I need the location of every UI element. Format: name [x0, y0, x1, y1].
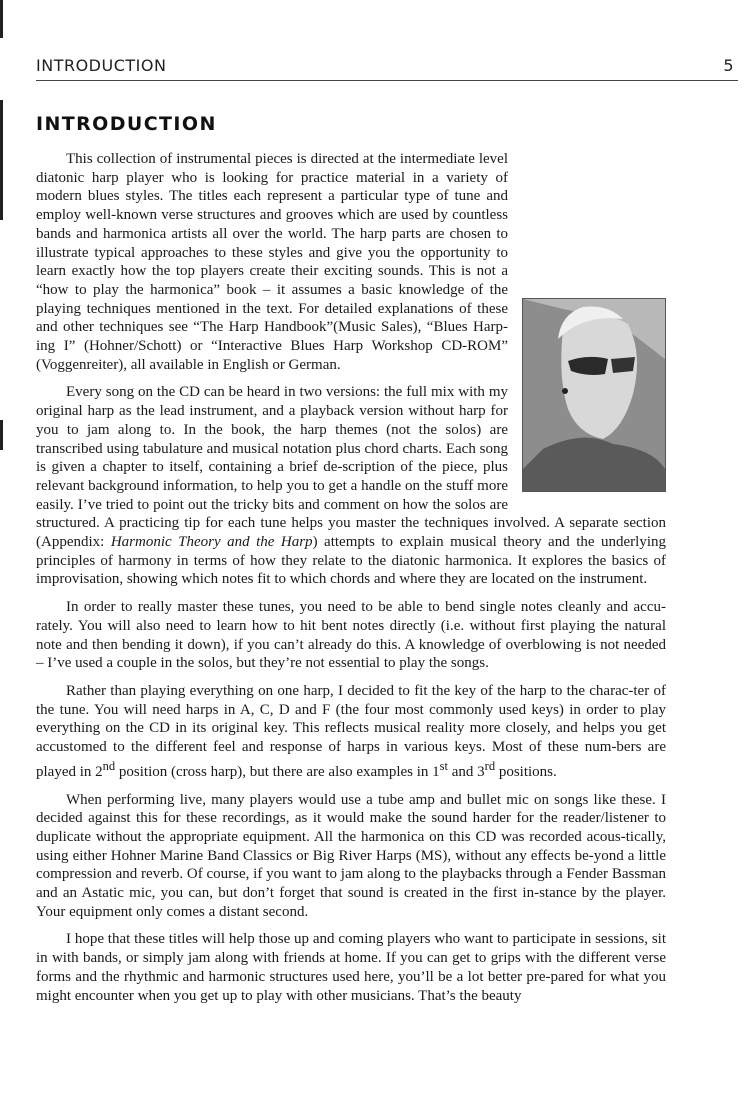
scan-edge-mark	[0, 100, 3, 220]
ordinal-suffix: st	[439, 758, 448, 773]
paragraph: I hope that these titles will help those up and coming players who want to participate in sessions, sit in with bands, or simply jam along with friends at home. If you can get to grips with the different verse forms and the rhythmic and harmonic structures used here, you’ll be a lot better pre-pared for what you might encounter when you get up to play with other musicians. That’s the beauty	[36, 931, 666, 1004]
author-photo	[522, 298, 666, 492]
paragraph: This collection of instrumental pieces is directed at the intermediate level diatonic harp player who is looking for practice material in a variety of modern blues styles. The titles each represent a particular type of tune and employ well-known verse structures and grooves which are used by countless bands and harmonica artists all over the world. The harp parts are chosen to illustrate typical approaches to these styles and give you the opportunity to learn exactly how the top players create their exciting sounds. This is not a “how to play the harmonica” book – it assumes a basic knowledge of the playing techniques mentioned in the text. For detailed explanations of these and other techniques see “The Harp Handbook”(Music Sales), “Blues Harp-ing I” (Hohner/Schott) or “Interactive Blues Harp Workshop CD-ROM” (Voggenreiter), all available in English or German.	[36, 151, 508, 373]
paragraph: In order to really master these tunes, you need to be able to bend single notes cleanly and accu-rately. You will also need to learn how to hit bent notes directly (i.e. without first playing the natural note and then bending it down), if you can’t already do this. A knowledge of overblowing is not needed – I’ve used a couple in the solos, but they’re not essential to play the songs.	[36, 599, 666, 672]
paragraph-text: and 3	[448, 763, 485, 780]
paragraph-text: Rather than playing everything on one harp, I decided to fit the key of the harp to the charac-ter of the tune. You will need harps in A, C, D and F (the four most commonly used keys) in order to play everything on the CD in its original key. This reflects musical reality more closely, and helps you get accustomed to the different feel and response of harps in various keys. Most of these num-bers are played in 2	[36, 682, 666, 780]
scan-edge-mark	[0, 420, 3, 450]
body-text	[36, 150, 666, 1014]
chapter-title: INTRODUCTION	[36, 113, 217, 135]
running-header-title: INTRODUCTION	[36, 56, 167, 75]
ordinal-suffix: rd	[484, 758, 496, 773]
paragraph-text: Every song on the CD can be heard in two versions: the full mix with my original harp as the lead instrument, and a playback version without harp for you to jam along to. In the book, the harp themes (not the solos) are transcribed using tabulature and musical notation plus chord charts. Each song is given a chapter to itself, containing a brief de-scription of the piece, plus relevant background information, to help you to get a handle on the stuff more easily. I’ve tried to point out the tricky bits and comment on how the solos are structured. A practicing tip for each tune helps you master the techniques involved. A separate section (Appendix:	[36, 384, 666, 551]
running-header	[36, 56, 738, 81]
page-number: 5	[723, 56, 734, 75]
scan-edge-mark	[0, 0, 3, 38]
paragraph-text: position (cross harp), but there are also examples in 1	[115, 763, 440, 780]
book-reference: Harmonic Theory and the Harp	[110, 534, 313, 551]
paragraph-text: ) attempts to explain musical theory and the underlying principles of harmony in terms of how they relate to the diatonic harmonica. It explores the basics of improvisation, showing which notes fit to which chords and where they are located on the instrument.	[36, 534, 666, 588]
paragraph: When performing live, many players would use a tube amp and bullet mic on songs like these. I decided against this for these recordings, as it would make the sound harder for the reader/listener to duplicate without the appropriate equipment. All the harmonica on this CD was recorded acous-tically, using either Hohner Marine Band Classics or Big River Harps (MS), without any effects be-yond a little compression and reverb. Of course, if you want to jam along to the playbacks through a Fender Bassman and an Astatic mic, you can, but don’t forget that sound is created in the first in-stance by the player. Your equipment only comes a distant second.	[36, 791, 666, 920]
paragraph	[36, 682, 666, 782]
ordinal-suffix: nd	[102, 758, 116, 773]
paragraph-text: positions.	[495, 763, 557, 780]
